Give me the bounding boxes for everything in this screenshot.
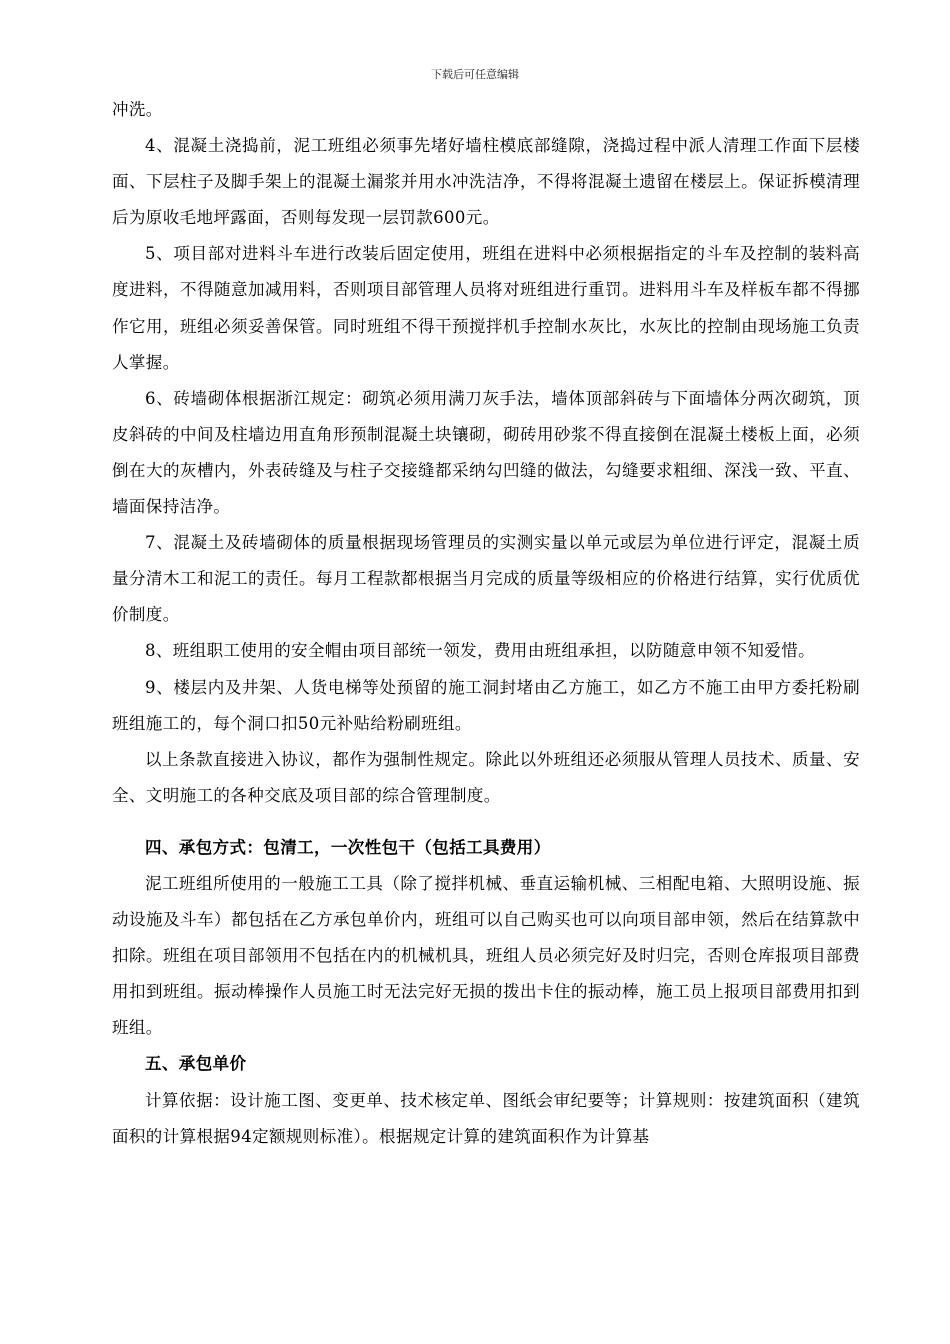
clause-9: 9、楼层内及井架、人货电梯等处预留的施工洞封堵由乙方施工，如乙方不施工由甲方委托粉刷班组施工的，每个洞口扣50元补贴给粉刷班组。: [112, 677, 860, 733]
page-header: 下载后可任意编辑: [431, 68, 519, 81]
clause-5: 5、项目部对进料斗车进行改装后固定使用，班组在进料中必须根据指定的斗车及控制的装料高度进料，不得随意加减用料，否则项目部管理人员将对班组进行重罚。进料用斗车及样板车都不得挪作它用，班组必须妥善保管。同时班组不得干预搅拌机手控制水灰比，水灰比的控制由现场施工负责人掌握。: [112, 244, 860, 372]
section-4-body: 泥工班组所使用的一般施工工具（除了搅拌机械、垂直运输机械、三相配电箱、大照明设施、振动设施及斗车）都包括在乙方承包单价内，班组可以自己购买也可以向项目部申领，然后在结算款中扣除。班组在项目部领用不包括在内的机械机具，班组人员必须完好及时归完，否则仓库报项目部费用扣到班组。振动棒操作人员施工时无法完好无损的拨出卡住的振动棒，施工员上报项目部费用扣到班组。: [112, 873, 860, 1038]
clause-6: 6、砖墙砌体根据浙江规定：砌筑必须用满刀灰手法，墙体顶部斜砖与下面墙体分两次砌筑，顶皮斜砖的中间及柱墙边用直角形预制混凝土块镶砌，砌砖用砂浆不得直接倒在混凝土楼板上面，必须倒在大的灰槽内，外表砖缝及与柱子交接缝都采纳勾凹缝的做法，勾缝要求粗细、深浅一致、平直、墙面保持洁净。: [112, 388, 860, 517]
clause-7: 7、混凝土及砖墙砌体的质量根据现场管理员的实测实量以单元或层为单位进行评定，混凝土质量分清木工和泥工的责任。每月工程款都根据当月完成的质量等级相应的价格进行结算，实行优质优价制度。: [112, 533, 860, 625]
document-body: [112, 92, 860, 1155]
clause-4: 4、混凝土浇捣前，泥工班组必须事先堵好墙柱模底部缝隙，浇捣过程中派人清理工作面下层楼面、下层柱子及脚手架上的混凝土漏浆并用水冲洗洁净，不得将混凝土遗留在楼层上。保证拆模清理后为原收毛地坪露面，否则每发现一层罚款600元。: [112, 136, 860, 228]
section-5-heading: 五、承包单价: [145, 1054, 247, 1074]
section-4-heading: 四、承包方式：包清工，一次性包干（包括工具费用）: [145, 837, 551, 857]
section-5-body: 计算依据：设计施工图、变更单、技术核定单、图纸会审纪要等；计算规则：按建筑面积（建筑面积的计算根据94定额规则标准）。根据规定计算的建筑面积作为计算基: [112, 1090, 860, 1146]
section-spacer: [112, 814, 860, 830]
clauses-summary: 以上条款直接进入协议，都作为强制性规定。除此以外班组还必须服从管理人员技术、质量、安全、文明施工的各种交底及项目部的综合管理制度。: [112, 749, 860, 805]
clause-8: 8、班组职工使用的安全帽由项目部统一领发，费用由班组承担，以防随意申领不知爱惜。: [145, 641, 815, 661]
paragraph-continuation: 冲洗。: [112, 100, 163, 119]
